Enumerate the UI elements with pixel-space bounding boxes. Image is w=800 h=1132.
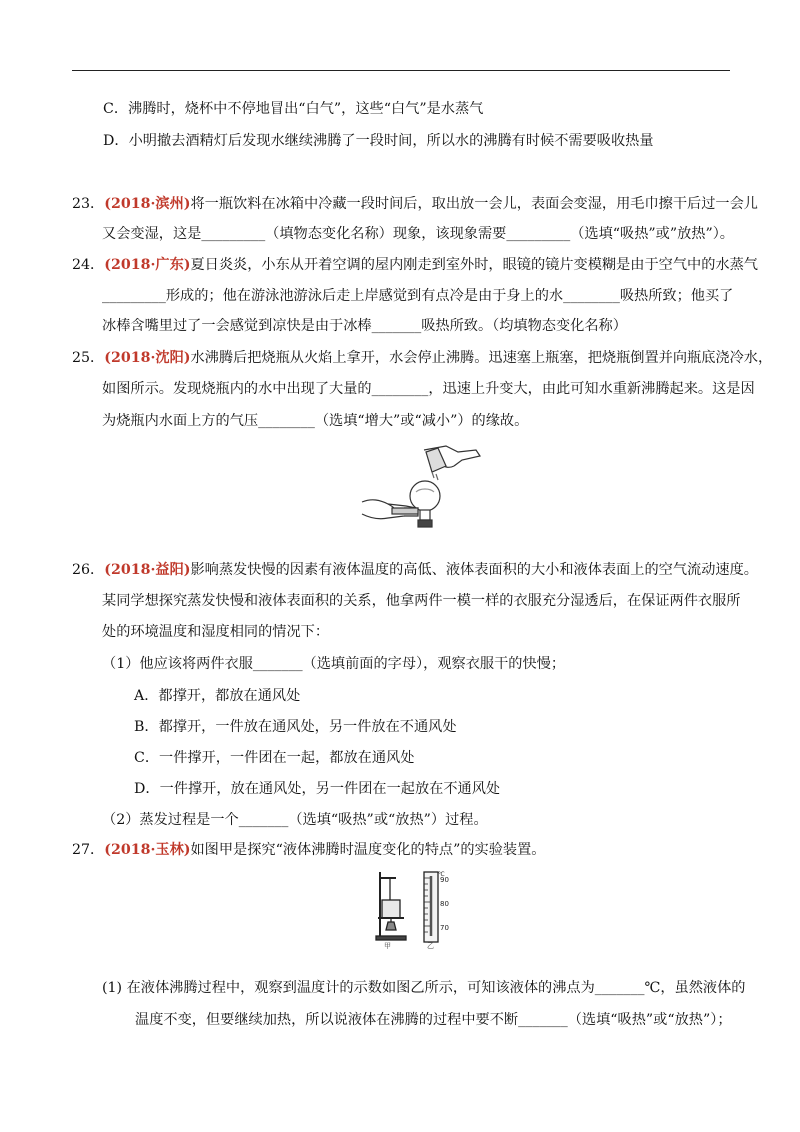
q26-option-d: D．一件撑开，放在通风处，另一件团在一起放在不通风处: [134, 781, 501, 797]
q23-text-1: 将一瓶饮料在冰箱中冷藏一段时间后，取出放一会儿，表面会变湿，用毛巾擦干后过一会儿: [190, 196, 758, 212]
prev-option-c: C．沸腾时，烧杯中不停地冒出“白气”，这些“白气”是水蒸气: [103, 101, 484, 117]
q27-source: (2018·玉林): [104, 842, 191, 858]
q24-number: 24．: [72, 257, 105, 273]
q26-text-1: 影响蒸发快慢的因素有液体温度的高低、液体表面积的大小和液体表面上的空气流动速度。: [190, 562, 758, 578]
q26-subquestion-2: （2）蒸发过程是一个_______（选填“吸热”或“放热”）过程。: [102, 812, 488, 828]
q26-line-2: 某同学想探究蒸发快慢和液体表面积的关系，他拿两件一模一样的衣服充分湿透后，在保证两件衣服所: [102, 593, 741, 609]
boiling-apparatus-figure: [370, 868, 462, 950]
q27-text-1: 如图甲是探究“液体沸腾时温度变化的特点”的实验装置。: [190, 842, 546, 858]
q24-line-1: [72, 255, 758, 275]
q26-option-a: A．都撑开，都放在通风处: [134, 688, 301, 704]
q27-subquestion-1b: 温度不变，但要继续加热，所以说液体在沸腾的过程中要不断_______（选填“吸热”或“放热”）；: [135, 1012, 732, 1028]
q26-number: 26．: [72, 562, 105, 578]
q26-option-b: B．都撑开，一件放在通风处，另一件放在不通风处: [134, 719, 457, 735]
q26-source: (2018·益阳): [104, 562, 191, 578]
q27-subquestion-1a: (1) 在液体沸腾过程中，观察到温度计的示数如图乙所示，可知该液体的沸点为_______℃，虽然液体的: [102, 980, 746, 996]
q23-number: 23．: [72, 196, 105, 212]
thermometer-tick-90: 90: [440, 876, 449, 884]
q25-number: 25．: [72, 350, 105, 366]
figure-label-jia: 甲: [384, 942, 391, 950]
q26-line-3: 处的环境温度和湿度相同的情况下：: [102, 624, 330, 640]
q23-line-1: [72, 194, 758, 214]
q26-line-1: [72, 560, 758, 580]
q23-line-2: 又会变湿，这是_________（填物态变化名称）现象，该现象需要_________（选填“吸热”或”放热”）。: [102, 226, 734, 242]
thermometer-tick-70: 70: [440, 924, 449, 932]
inverted-flask-figure: [358, 444, 486, 536]
q24-source: (2018·广东): [104, 257, 191, 273]
figure-label-yi: 乙: [427, 942, 434, 950]
q23-source: (2018·滨州): [104, 196, 191, 212]
q25-text-1: 水沸腾后把烧瓶从火焰上拿开，水会停止沸腾。迅速塞上瓶塞，把烧瓶倒置并向瓶底浇冷水，: [190, 350, 773, 366]
prev-option-d: D．小明撤去酒精灯后发现水继续沸腾了一段时间，所以水的沸腾有时候不需要吸收热量: [103, 133, 654, 149]
q24-line-3: 冰棒含嘴里过了一会感觉到凉快是由于冰棒_______吸热所致。（均填物态变化名称）: [102, 318, 627, 334]
q24-text-1: 夏日炎炎，小东从开着空调的屋内刚走到室外时，眼镜的镜片变模糊是由于空气中的水蒸气: [190, 257, 758, 273]
thermometer-unit: ℃: [438, 871, 445, 878]
q25-line-2: 如图所示。发现烧瓶内的水中出现了大量的________，迅速上升变大，由此可知水重新沸腾起来。这是因: [102, 381, 755, 397]
q26-subquestion-1: （1）他应该将两件衣服_______（选填前面的字母），观察衣服干的快慢；: [102, 656, 566, 672]
q24-line-2: _________形成的；他在游泳池游泳后走上岸感觉到有点冷是由于身上的水________吸热所致；他买了: [102, 288, 734, 304]
q25-source: (2018·沈阳): [104, 350, 191, 366]
thermometer-tick-80: 80: [440, 900, 449, 908]
q25-line-1: [72, 348, 772, 368]
q27-line-1: [72, 840, 546, 860]
q26-option-c: C．一件撑开，一件团在一起，都放在通风处: [134, 750, 415, 766]
q25-line-3: 为烧瓶内水面上方的气压________（选填“增大”或“减小”）的缘故。: [102, 413, 529, 429]
header-rule: [72, 70, 730, 71]
q27-number: 27．: [72, 842, 105, 858]
